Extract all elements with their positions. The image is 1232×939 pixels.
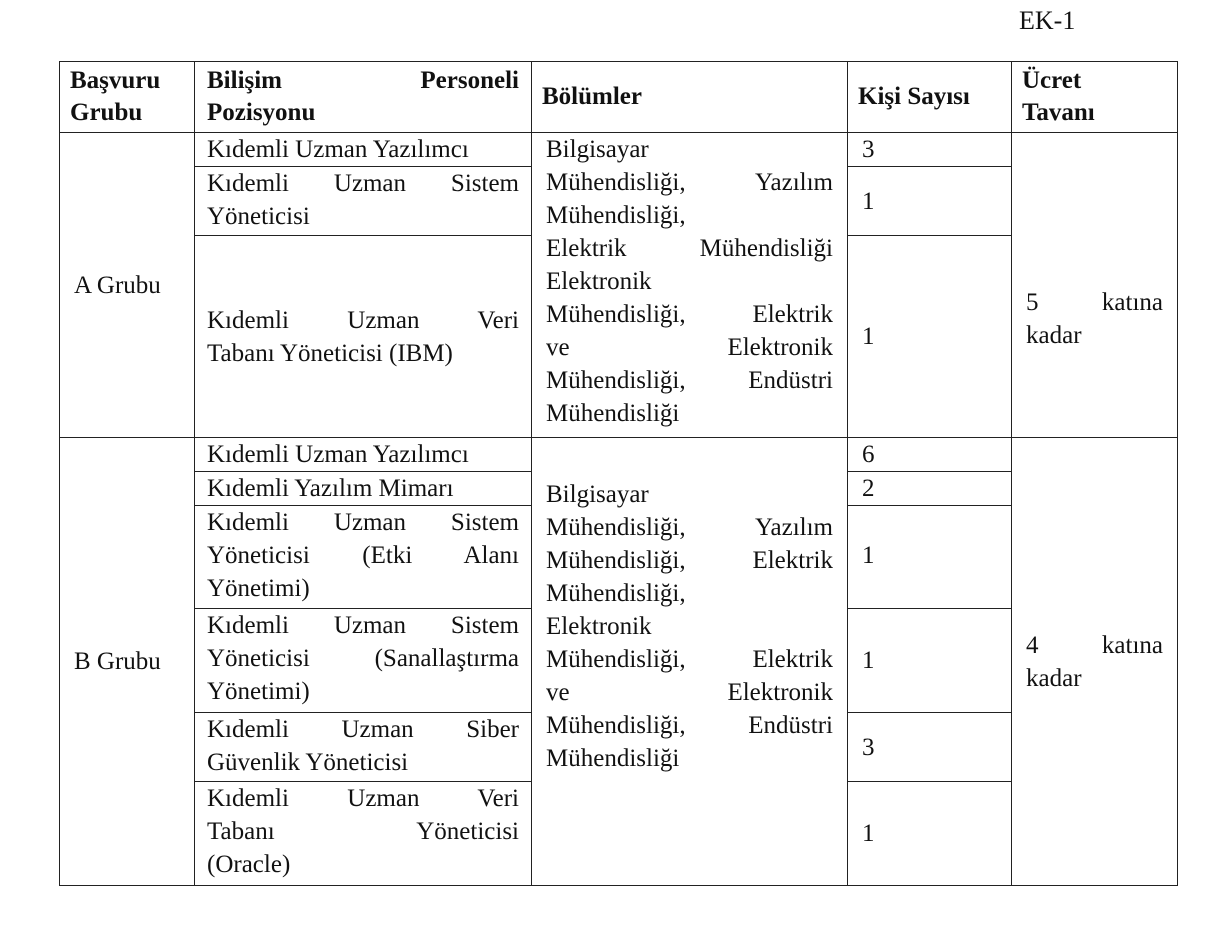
- group-b-count: 3: [848, 713, 1012, 782]
- group-a-count: 1: [848, 236, 1012, 438]
- header-group: Başvuru Grubu: [60, 62, 195, 133]
- table-row: [60, 133, 1178, 167]
- group-b-count: 6: [848, 438, 1012, 472]
- group-b-position: Kıdemli Yazılım Mimarı: [195, 472, 532, 506]
- group-a-wage: 5 katına kadar: [1012, 133, 1178, 438]
- table-row: [60, 438, 1178, 472]
- group-b-position: Kıdemli Uzman Yazılımcı: [195, 438, 532, 472]
- group-b-departments: Bilgisayar Mühendisliği, Yazılım Mühendisliği, Elektrik Mühendisliği, Elektronik Mühendisliği, Elektrik ve Elektronik Mühendisliği, Endüstri Mühendisliği: [532, 438, 848, 886]
- group-b-position: Kıdemli Uzman Veri Tabanı Yöneticisi (Oracle): [195, 782, 532, 886]
- header-position: Bilişim Personeli Pozisyonu: [195, 62, 532, 133]
- group-b-wage: 4 katına kadar: [1012, 438, 1178, 886]
- group-b-count: 1: [848, 506, 1012, 609]
- table-header-row: [60, 62, 1178, 133]
- group-a-name: A Grubu: [60, 133, 195, 438]
- group-b-position: Kıdemli Uzman Sistem Yöneticisi (Sanallaştırma Yönetimi): [195, 609, 532, 713]
- header-count: Kişi Sayısı: [848, 62, 1012, 133]
- annex-label: EK-1: [1019, 6, 1076, 35]
- group-b-count: 2: [848, 472, 1012, 506]
- group-b-count: 1: [848, 609, 1012, 713]
- group-b-position: Kıdemli Uzman Sistem Yöneticisi (Etki Alanı Yönetimi): [195, 506, 532, 609]
- group-b-name: B Grubu: [60, 438, 195, 886]
- group-a-position: Kıdemli Uzman Yazılımcı: [195, 133, 532, 167]
- header-wage: Ücret Tavanı: [1012, 62, 1178, 133]
- group-a-count: 3: [848, 133, 1012, 167]
- group-b-position: Kıdemli Uzman Siber Güvenlik Yöneticisi: [195, 713, 532, 782]
- group-a-position: Kıdemli Uzman Veri Tabanı Yöneticisi (IBM): [195, 236, 532, 438]
- personnel-table: [59, 61, 1178, 886]
- group-b-count: 1: [848, 782, 1012, 886]
- header-departments: Bölümler: [532, 62, 848, 133]
- group-a-position: Kıdemli Uzman Sistem Yöneticisi: [195, 167, 532, 236]
- group-a-count: 1: [848, 167, 1012, 236]
- group-a-departments: Bilgisayar Mühendisliği, Yazılım Mühendisliği, Elektrik Mühendisliği Elektronik Mühendisliği, Elektrik ve Elektronik Mühendisliği, Endüstri Mühendisliği: [532, 133, 848, 438]
